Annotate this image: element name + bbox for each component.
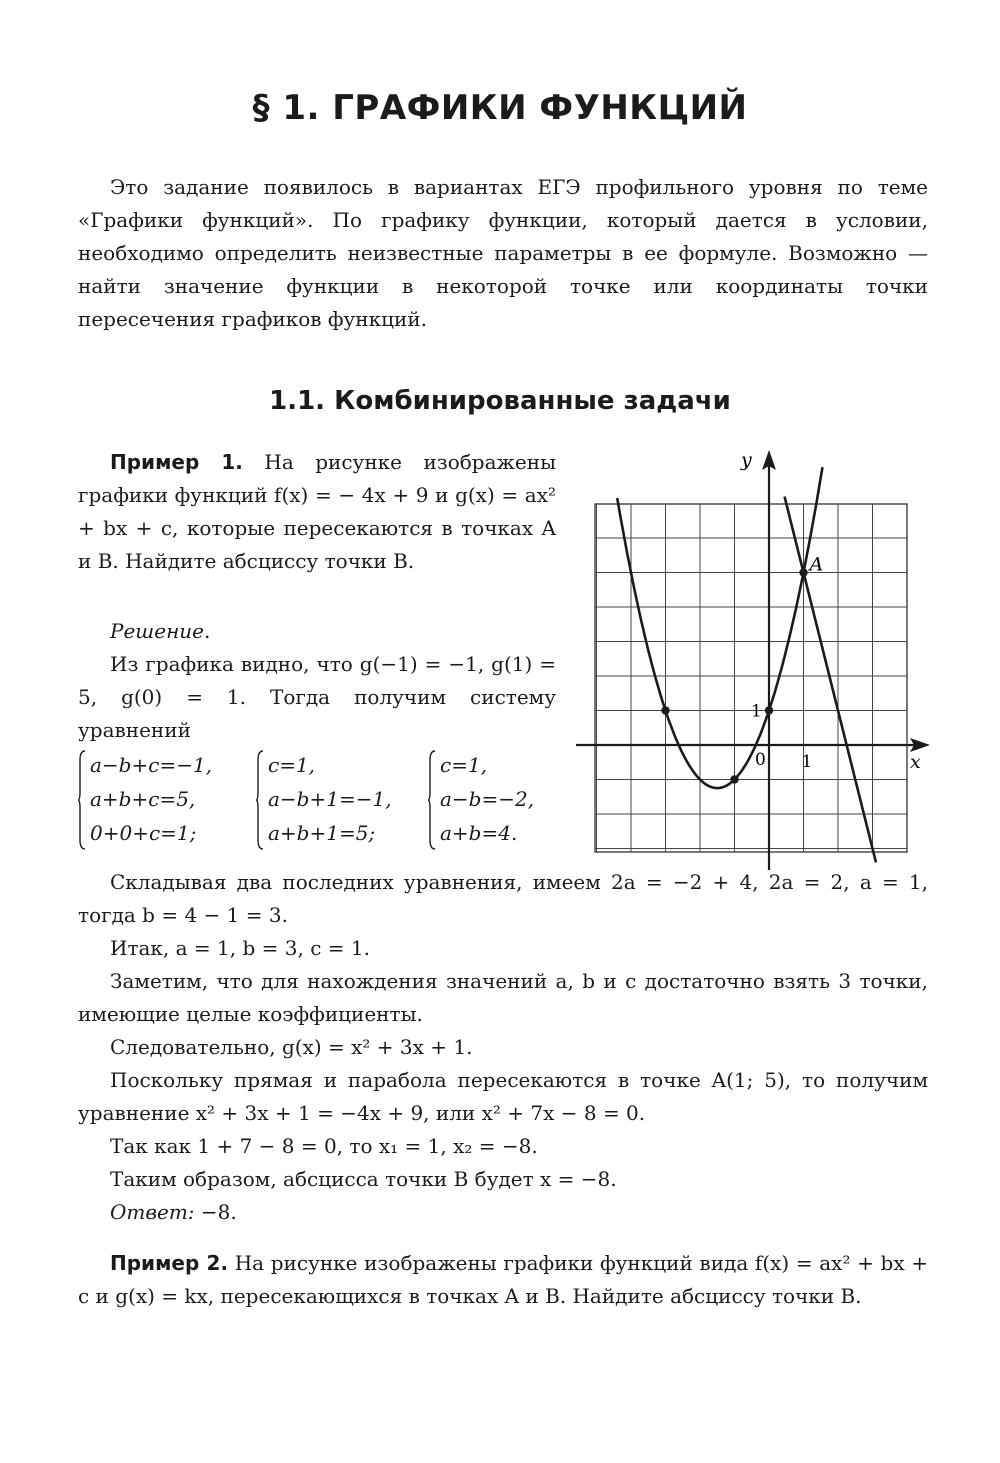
brace-icon (428, 750, 436, 850)
function-graph (568, 440, 938, 876)
system2-row: a−b+1=−1, (268, 787, 392, 811)
brace-icon (256, 750, 264, 850)
x-axis-label: x (910, 751, 921, 773)
system2-row: a+b+1=5; (268, 821, 376, 845)
intro-paragraph: Это задание появилось в вариантах ЕГЭ профильного уровня по теме «Графики функций». По графику функции, который дается в условии, необходимо определить неизвестные параметры в ее формуле. Возможно — найти значение функции в некоторой точке или координаты точки пересечения графиков функций. (78, 175, 928, 331)
system3-row: a+b=4. (440, 821, 518, 845)
solution-step-8: Таким образом, абсцисса точки B будет x = −8. (110, 1167, 617, 1191)
system1-row: a−b+c=−1, (90, 753, 213, 777)
chapter-heading: § 1. ГРАФИКИ ФУНКЦИЙ (252, 88, 748, 128)
example2-label: Пример 2. (110, 1251, 229, 1275)
example1-paragraph (78, 446, 556, 578)
origin-label: 0 (755, 750, 766, 770)
solution-step-7: Так как 1 + 7 − 8 = 0, то x₁ = 1, x₂ = −8. (110, 1134, 538, 1158)
solution-step-1: Из графика видно, что g(−1) = −1, g(1) = 5, g(0) = 1. Тогда получим систему уравнений (78, 652, 556, 742)
solution-step-6: Поскольку прямая и парабола пересекаются в точке A(1; 5), то получим уравнение x² + 3x + 1 = −4x + 9, или x² + 7x − 8 = 0. (78, 1068, 928, 1125)
answer-value: −8. (200, 1200, 237, 1224)
brace-icon (78, 750, 86, 850)
y-unit-label: 1 (751, 701, 762, 722)
solution-label: Решение. (110, 619, 211, 643)
answer-line (78, 1196, 928, 1229)
answer-label: Ответ: (110, 1200, 195, 1224)
system1-row: a+b+c=5, (90, 787, 196, 811)
example2-statement: На рисунке изображены графики функций вида f(x) = ax² + bx + c и g(x) = kx, пересекающихся в точках A и B. Найдите абсциссу точки B. (78, 1251, 929, 1308)
solution-step-2: Складывая два последних уравнения, имеем 2a = −2 + 4, 2a = 2, a = 1, тогда b = 4 − 1 = 3. (78, 870, 928, 927)
solution-step-3: Итак, a = 1, b = 3, c = 1. (110, 936, 370, 960)
graph-point (765, 706, 773, 714)
section-heading: 1.1. Комбинированные задачи (269, 386, 731, 416)
graph-point (661, 706, 669, 714)
graph-point (730, 775, 738, 783)
y-axis-label: y (741, 449, 752, 471)
example2-paragraph (78, 1247, 928, 1313)
system3-row: c=1, (440, 753, 488, 777)
graph-point (799, 568, 807, 576)
point-a-label: A (809, 553, 824, 576)
x-unit-label: 1 (801, 752, 813, 772)
parabola-curve (617, 467, 822, 788)
line-graph (785, 497, 876, 863)
system1-row: 0+0+c=1; (90, 821, 197, 845)
system3-row: a−b=−2, (440, 787, 535, 811)
example1-statement: На рисунке изображены графики функций f(x) = − 4x + 9 и g(x) = ax² + bx + c, которые пересекаются в точках A и B. Найдите абсциссу точки B. (78, 450, 556, 573)
example1-label: Пример 1. (110, 450, 243, 474)
system2-row: c=1, (268, 753, 316, 777)
solution-step-4: Заметим, что для нахождения значений a, b и c достаточно взять 3 точки, имеющие целые коэффициенты. (78, 969, 928, 1026)
graph-axes (576, 450, 930, 870)
solution-step-5: Следовательно, g(x) = x² + 3x + 1. (110, 1035, 473, 1059)
